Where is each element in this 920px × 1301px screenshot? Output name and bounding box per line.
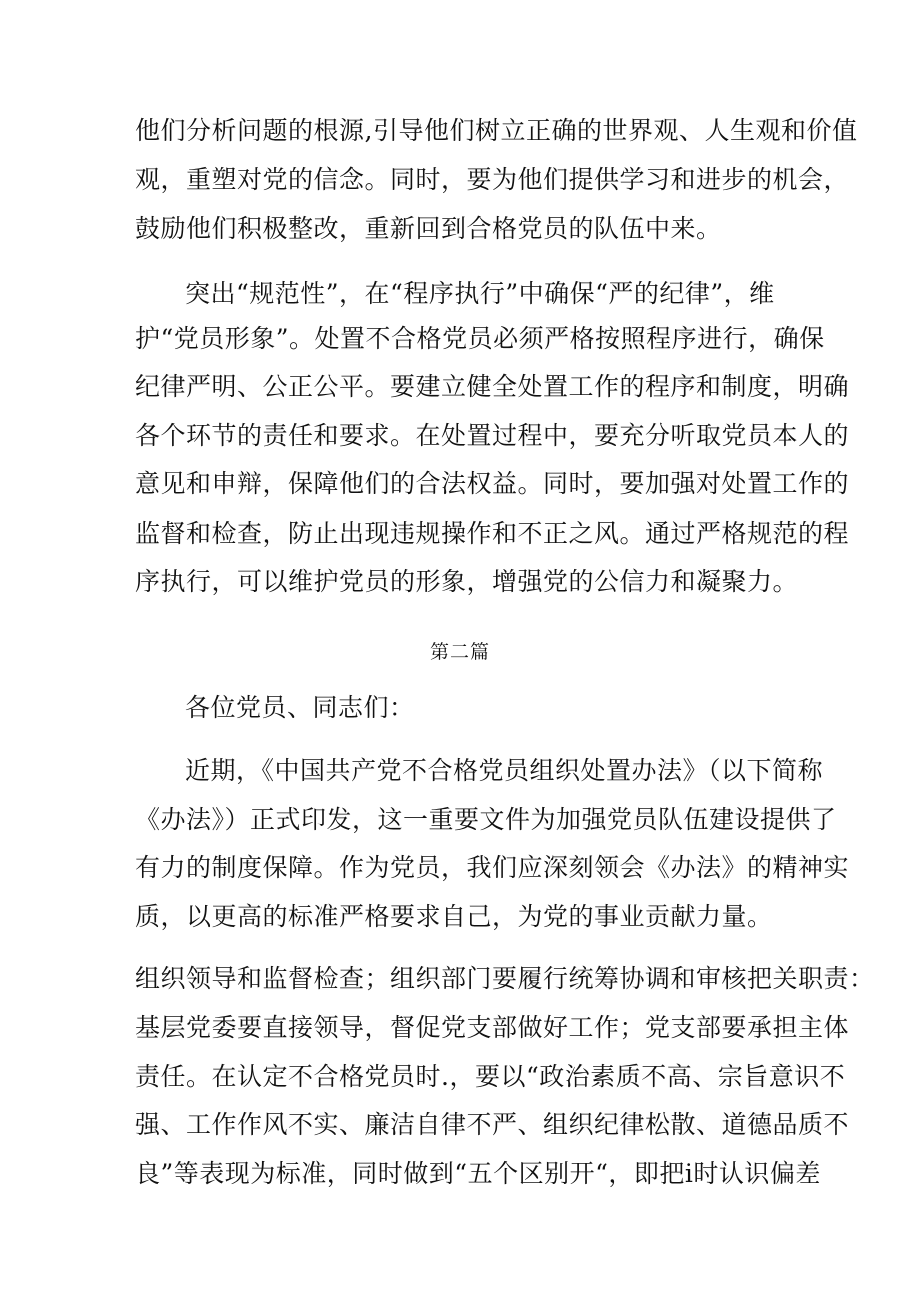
paragraph-4-line-2: 基层党委要直接领导，督促党支部做好工作；党支部要承担主体 bbox=[135, 1013, 850, 1042]
paragraph-4-line-1: 组织领导和监督检查；组织部门要履行统筹协调和审核把关职责： bbox=[135, 964, 875, 993]
paragraph-2-line-1: 突出“规范性”，在“程序执行”中确保“严的纪律”，维 bbox=[185, 279, 775, 308]
paragraph-2-line-7: 序执行，可以维护党员的形象，增强党的公信力和凝聚力。 bbox=[135, 567, 799, 596]
paragraph-3-line-3: 有力的制度保障。作为党员，我们应深刻领会《办法》的精神实 bbox=[135, 853, 850, 882]
paragraph-2-line-2: 护“党员形象”。处置不合格党员必须严格按照程序进行，确保 bbox=[135, 324, 825, 353]
paragraph-2-line-5: 意见和申辩，保障他们的合法权益。同时，要加强对处置工作的 bbox=[135, 469, 850, 498]
paragraph-2-line-6: 监督和检查，防止出现违规操作和不正之风。通过严格规范的程 bbox=[135, 519, 850, 548]
greeting-line: 各位党员、同志们： bbox=[185, 693, 415, 722]
paragraph-4-line-5: 良”等表现为标准，同时做到“五个区别开“，即把i时认识偏差 bbox=[135, 1159, 821, 1188]
paragraph-1-line-3: 鼓励他们积极整改，重新回到合格党员的队伍中来。 bbox=[135, 214, 722, 243]
paragraph-4-line-4: 强、工作作风不实、廉洁自律不严、组织纪律松散、道德品质不 bbox=[135, 1110, 850, 1139]
paragraph-2-line-3: 纪律严明、公正公平。要建立健全处置工作的程序和制度，明确 bbox=[135, 372, 850, 401]
paragraph-3-line-2: 《办法》）正式印发，这一重要文件为加强党员队伍建设提供了 bbox=[135, 805, 837, 834]
paragraph-3-line-1: 近期，《中国共产党不合格党员组织处置办法》（以下简称 bbox=[185, 756, 824, 785]
paragraph-1-line-2: 观，重塑对党的信念。同时，要为他们提供学习和进步的机会， bbox=[135, 165, 850, 194]
paragraph-1-line-1: 他们分析问题的根源,引导他们树立正确的世界观、人生观和价值 bbox=[135, 116, 858, 145]
paragraph-3-line-4: 质，以更高的标准严格要求自己，为党的事业贡献力量。 bbox=[135, 902, 773, 931]
paragraph-4-line-3: 责任。在认定不合格党员时.，要以“政治素质不高、宗旨意识不 bbox=[135, 1062, 846, 1091]
section-heading: 第二篇 bbox=[429, 641, 490, 663]
paragraph-2-line-4: 各个环节的责任和要求。在处置过程中，要充分听取党员本人的 bbox=[135, 421, 850, 450]
